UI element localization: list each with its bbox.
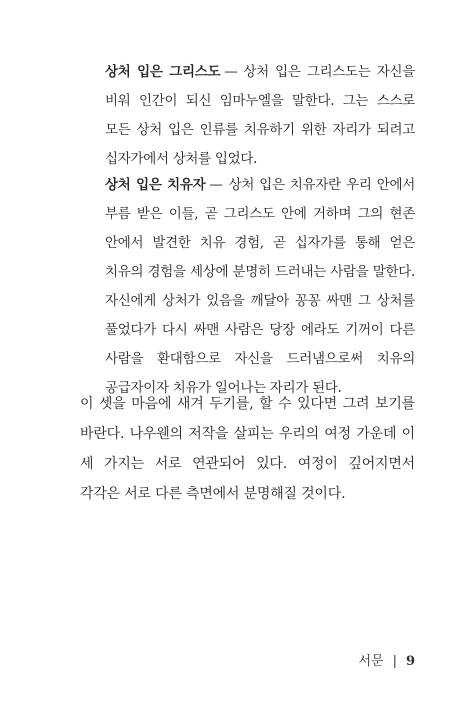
section-title: 서문 xyxy=(358,654,384,669)
definition-entry-wounded-healer xyxy=(105,171,415,403)
em-dash: — xyxy=(209,177,223,193)
page-footer xyxy=(358,650,415,669)
definition-entry-wounded-christ xyxy=(105,58,415,174)
body-paragraph: 이 셋을 마음에 새겨 두기를, 할 수 있다면 그려 보기를 바란다. 나우웬의 저작을 살피는 우리의 여정 가운데 이 세 가지는 서로 연관되어 있다. 여정이 깊어지면서 각각은 서로 다른 측면에서 분명해질 것이다. xyxy=(80,396,415,502)
page-number: 9 xyxy=(405,654,415,669)
entry-text: 상처 입은 치유자란 우리 안에서 부름 받은 이들, 곧 그리스도 안에 거하며 그의 현존 안에서 발견한 치유 경험, 곧 십자가를 통해 얻은 치유의 경험을 세상에 분명히 드러내는 사람을 말한다. 자신에게 상처가 있음을 깨달아 꽁꽁 싸맨 그 상처를 풀었다가 다시 싸맨 사람은 당장 에라도 기꺼이 다른 사람을 환대함으로 자신을 드러냄으로써 치유의 공급자이자 치유가 일어나는 자리가 된다. xyxy=(105,177,415,396)
entry-term: 상처 입은 그리스도 xyxy=(105,64,221,80)
em-dash: — xyxy=(224,64,238,80)
entry-term: 상처 입은 치유자 xyxy=(105,177,206,193)
footer-separator: | xyxy=(392,654,397,669)
entry-text: 상처 입은 그리스도는 자신을 비워 인간이 되신 임마누엘을 말한다. 그는 스스로 모든 상처 입은 인류를 치유하기 위한 자리가 되려고 십자가에서 상처를 입었다. xyxy=(105,64,415,167)
